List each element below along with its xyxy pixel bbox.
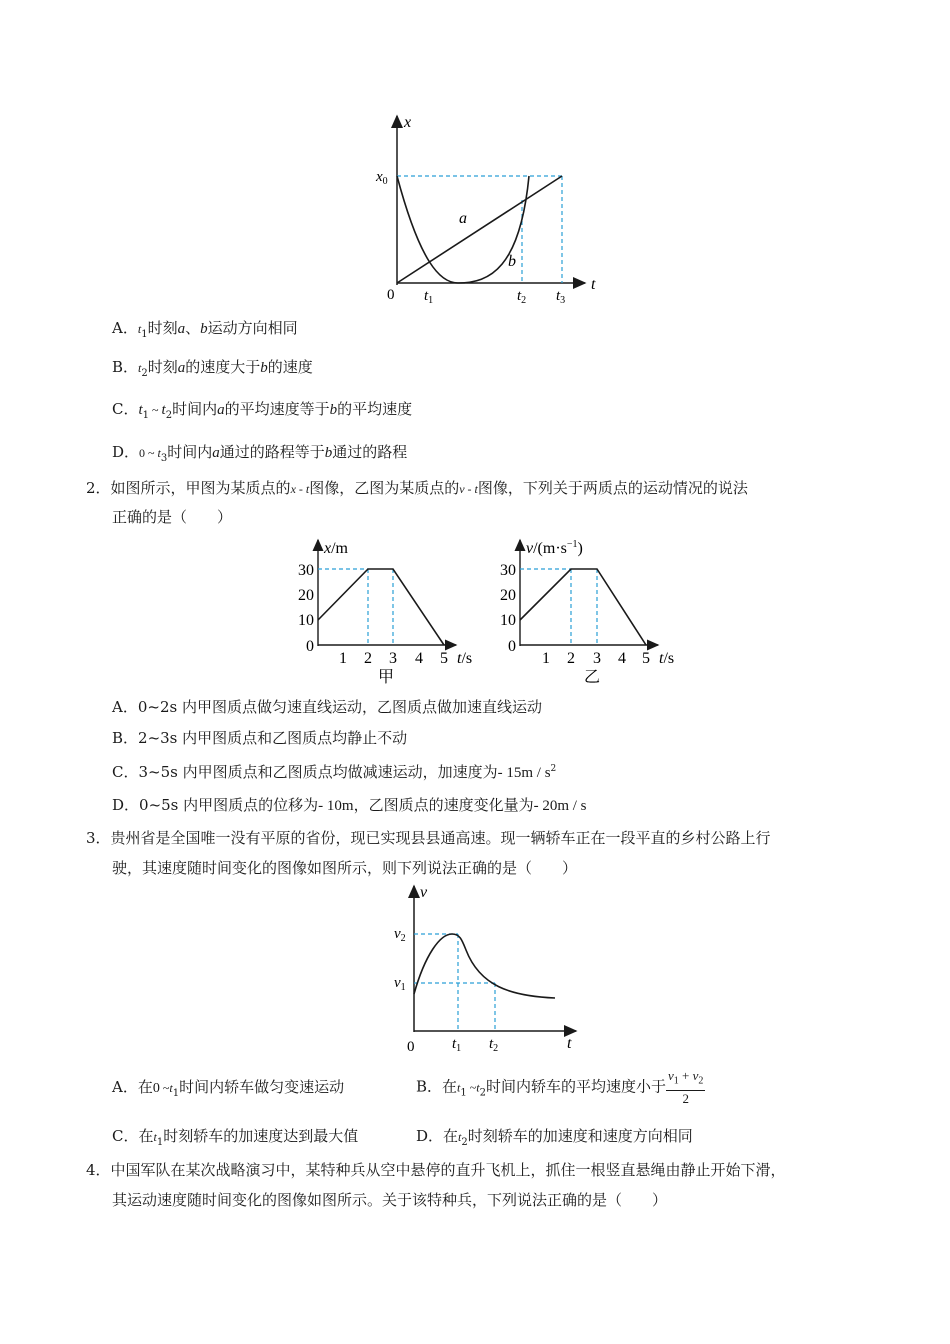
q2-stem-line2: 正确的是（ ） [112,508,233,526]
option-letter: B． [112,729,139,747]
math-var: b [260,360,268,376]
yi-xtick-2: 2 [567,650,575,667]
jia-xtick-3: 3 [389,650,397,667]
option-letter: B． [112,358,139,376]
math-var: t [457,1080,461,1095]
math-expr: v - t [459,482,478,496]
option-letter: C． [112,1127,139,1145]
option-text: 通过的路程 [332,443,408,461]
q3-option-b[interactable] [416,1068,705,1107]
jia-y-label: x/m [324,540,348,557]
q3-stem-line1 [86,824,876,852]
q1-x0-label: $x_0$ [376,169,388,187]
option-text: 时间内轿车的平均速度小于 [485,1077,666,1096]
option-text: 时刻轿车的加速度达到最大值 [163,1127,359,1145]
jia-y-ticks [298,562,314,655]
math-var: v [668,1068,674,1083]
math-var: v [692,1068,699,1083]
jia-ytick-10: 10 [298,612,314,629]
option-text: 2~3s 内甲图质点和乙图质点均静止不动 [138,729,408,747]
jia-x-ticks [339,650,448,667]
q1-t1-label: $t_1$ [424,288,434,306]
q1-line-a [397,176,562,283]
math-sub: 2 [461,1137,468,1148]
math-sub: 2 [479,1087,486,1099]
jia-ytick-30: 30 [298,562,314,579]
math-sub: 1 [142,410,150,421]
q1-x-axis-label: x [404,114,412,131]
math-sub: 2 [141,368,148,379]
jia-xtick-4: 4 [415,650,423,667]
option-letter: D． [416,1127,444,1145]
option-letter: A． [112,1078,138,1096]
option-text: 的平均速度 [337,400,413,418]
option-letter: A． [112,319,138,337]
q3-v2-label: $v_2$ [394,926,406,944]
q3-origin-label: 0 [407,1039,415,1055]
math-var: t [161,402,166,418]
option-letter: B． [416,1077,443,1096]
option-letter: A． [112,698,138,716]
q1-t-axis-label: t [591,276,596,293]
fraction [666,1068,705,1107]
q1-option-a[interactable] [112,317,298,340]
option-text: 时间内 [167,443,213,461]
fraction-numerator [666,1068,705,1091]
question-number: 4． [86,1161,111,1179]
question-number: 2． [86,479,111,497]
q3-option-c[interactable] [112,1125,358,1148]
yi-x-label: t/s [659,650,675,667]
option-letter: D． [112,796,140,814]
yi-ytick-30: 30 [500,562,516,579]
yi-ytick-10: 10 [500,612,516,629]
yi-caption: 乙 [583,667,601,686]
math-expr: x - t [290,482,310,496]
q1-option-b[interactable] [112,356,313,379]
q2-stem [86,474,866,531]
q3-t2-label: $t_2$ [489,1036,499,1054]
option-text: 在 [442,1077,458,1096]
option-letter: D． [112,443,140,461]
yi-ytick-20: 20 [500,587,516,604]
option-letter: C． [112,763,139,781]
yi-y-label: $v/(m\cdot s^{-1})$ [526,539,583,557]
q1-origin-label: 0 [387,287,395,303]
math-var: a [217,402,225,418]
math-var: t [458,1130,462,1144]
yi-x-ticks [542,650,650,667]
stem-text: 图像，下列关于两质点的运动情况的说法 [477,479,748,497]
math-value: - 20m / s [533,798,587,814]
q1-label-b: b [508,253,516,270]
option-text: 时刻 [147,358,178,376]
option-text: 的速度 [267,358,313,376]
q2-stem-line1 [86,474,866,503]
yi-ytick-0: 0 [508,638,516,655]
math-op: ~ [466,1080,477,1095]
yi-y-ticks [500,562,516,655]
math-var: a [177,360,186,376]
option-text: 运动方向相同 [207,319,298,337]
option-text: 时刻 [147,319,178,337]
math-var: t [153,1130,157,1144]
math-op: ~ [159,1081,170,1095]
stem-text: 贵州省是全国唯一没有平原的省份，现已实现县县通高速。现一辆轿车正在一段平直的乡村公路上行 [110,829,771,847]
option-text: 在 [138,1127,154,1145]
math-var: t [138,361,142,375]
math-var: b [324,445,333,461]
jia-xtick-5: 5 [440,650,448,667]
math-value: - 15m / s [497,765,551,781]
option-text: 0~5s 内甲图质点的位移为 [139,796,319,814]
q2-option-d[interactable] [112,794,587,815]
option-letter: C． [112,400,139,418]
stem-text: 如图所示，甲图为某质点的 [110,479,291,497]
q2-fig-jia [288,533,483,688]
q3-option-a[interactable] [112,1076,344,1099]
math-sub: 1 [141,329,148,340]
q1-xt-graph [370,108,610,308]
math-var: t [137,322,142,336]
q4-stem [86,1156,886,1214]
question-number: 3． [86,829,111,847]
q2-option-b[interactable] [112,727,407,748]
option-text: 在 [443,1127,459,1145]
math-num: 0 [139,446,146,460]
jia-ytick-20: 20 [298,587,314,604]
stem-text: 图像，乙图为某质点的 [309,479,460,497]
yi-xtick-1: 1 [542,650,550,667]
yi-graph-line [520,569,646,645]
option-text: 时间内 [172,400,218,418]
yi-xtick-3: 3 [593,650,601,667]
math-sub: 1 [673,1075,679,1087]
q3-t1-label: $t_1$ [452,1036,462,1054]
q3-stem [86,824,876,882]
math-num: 0 [152,1081,160,1096]
math-op: ~ [145,446,158,460]
yi-xtick-5: 5 [642,650,650,667]
math-var: a [177,321,186,337]
math-value: - 10m [318,798,354,814]
math-var: t [169,1081,173,1095]
jia-graph-line [318,569,444,645]
jia-xtick-1: 1 [339,650,347,667]
math-var: t [138,402,143,418]
q2-fig-yi [490,533,690,688]
jia-x-label: t/s [457,650,473,667]
math-var: b [200,321,208,337]
option-text: 的平均速度等于 [224,400,330,418]
q3-velocity-curve [414,934,555,998]
option-text: 0~2s 内甲图质点做匀速直线运动，乙图质点做加速直线运动 [137,698,542,716]
q1-option-d[interactable] [112,441,407,464]
q4-stem-line2: 其运动速度随时间变化的图像如图所示。关于该特种兵，下列说法正确的是（ ） [112,1191,668,1209]
math-var: b [329,402,338,418]
q1-option-c[interactable] [112,398,412,421]
math-sub: 3 [160,453,168,464]
fraction-denominator: 2 [682,1090,689,1106]
q2-option-c[interactable] [112,761,556,782]
q4-stem-line1 [86,1156,886,1184]
q3-option-d[interactable] [416,1125,693,1148]
option-text: 3~5s 内甲图质点和乙图质点均做减速运动，加速度为 [138,763,498,781]
option-text: 、 [185,319,201,337]
math-sub: 1 [156,1137,164,1148]
yi-xtick-4: 4 [618,650,626,667]
math-var: t [476,1080,480,1095]
jia-caption: 甲 [377,667,395,686]
q3-v1-label: $v_1$ [394,975,406,993]
q1-t2-label: $t_2$ [517,288,527,306]
q3-vt-graph [385,880,585,1060]
q1-label-a: a [459,210,467,227]
q3-t-axis-label: t [567,1035,572,1052]
math-var: a [212,445,220,461]
q3-stem-line2: 驶，其速度随时间变化的图像如图所示，则下列说法正确的是（ ） [112,859,578,877]
q1-t3-label: $t_3$ [556,288,566,306]
math-sub: 2 [698,1075,704,1087]
option-text: 时刻轿车的加速度和速度方向相同 [467,1127,693,1145]
option-text: 在 [137,1078,153,1096]
math-sub: 2 [165,410,173,421]
option-text: 时间内轿车做匀变速运动 [179,1078,345,1096]
option-text: 通过的路程等于 [219,443,325,461]
math-op: ~ [149,403,162,417]
q3-v-axis-label: v [420,884,428,901]
math-sub: 1 [172,1088,180,1099]
math-var: t [157,446,161,460]
jia-ytick-0: 0 [306,638,314,655]
jia-xtick-2: 2 [364,650,372,667]
math-exp: 2 [550,764,557,774]
q2-option-a[interactable] [112,696,542,717]
math-sub: 1 [460,1087,467,1099]
option-text: 的速度大于 [185,358,261,376]
math-op: + [678,1068,693,1083]
option-text: ，乙图质点的速度变化量为 [353,796,534,814]
stem-text: 中国军队在某次战略演习中，某特种兵从空中悬停的直升飞机上，抓住一根竖直悬绳由静止开始下滑， [110,1161,786,1179]
